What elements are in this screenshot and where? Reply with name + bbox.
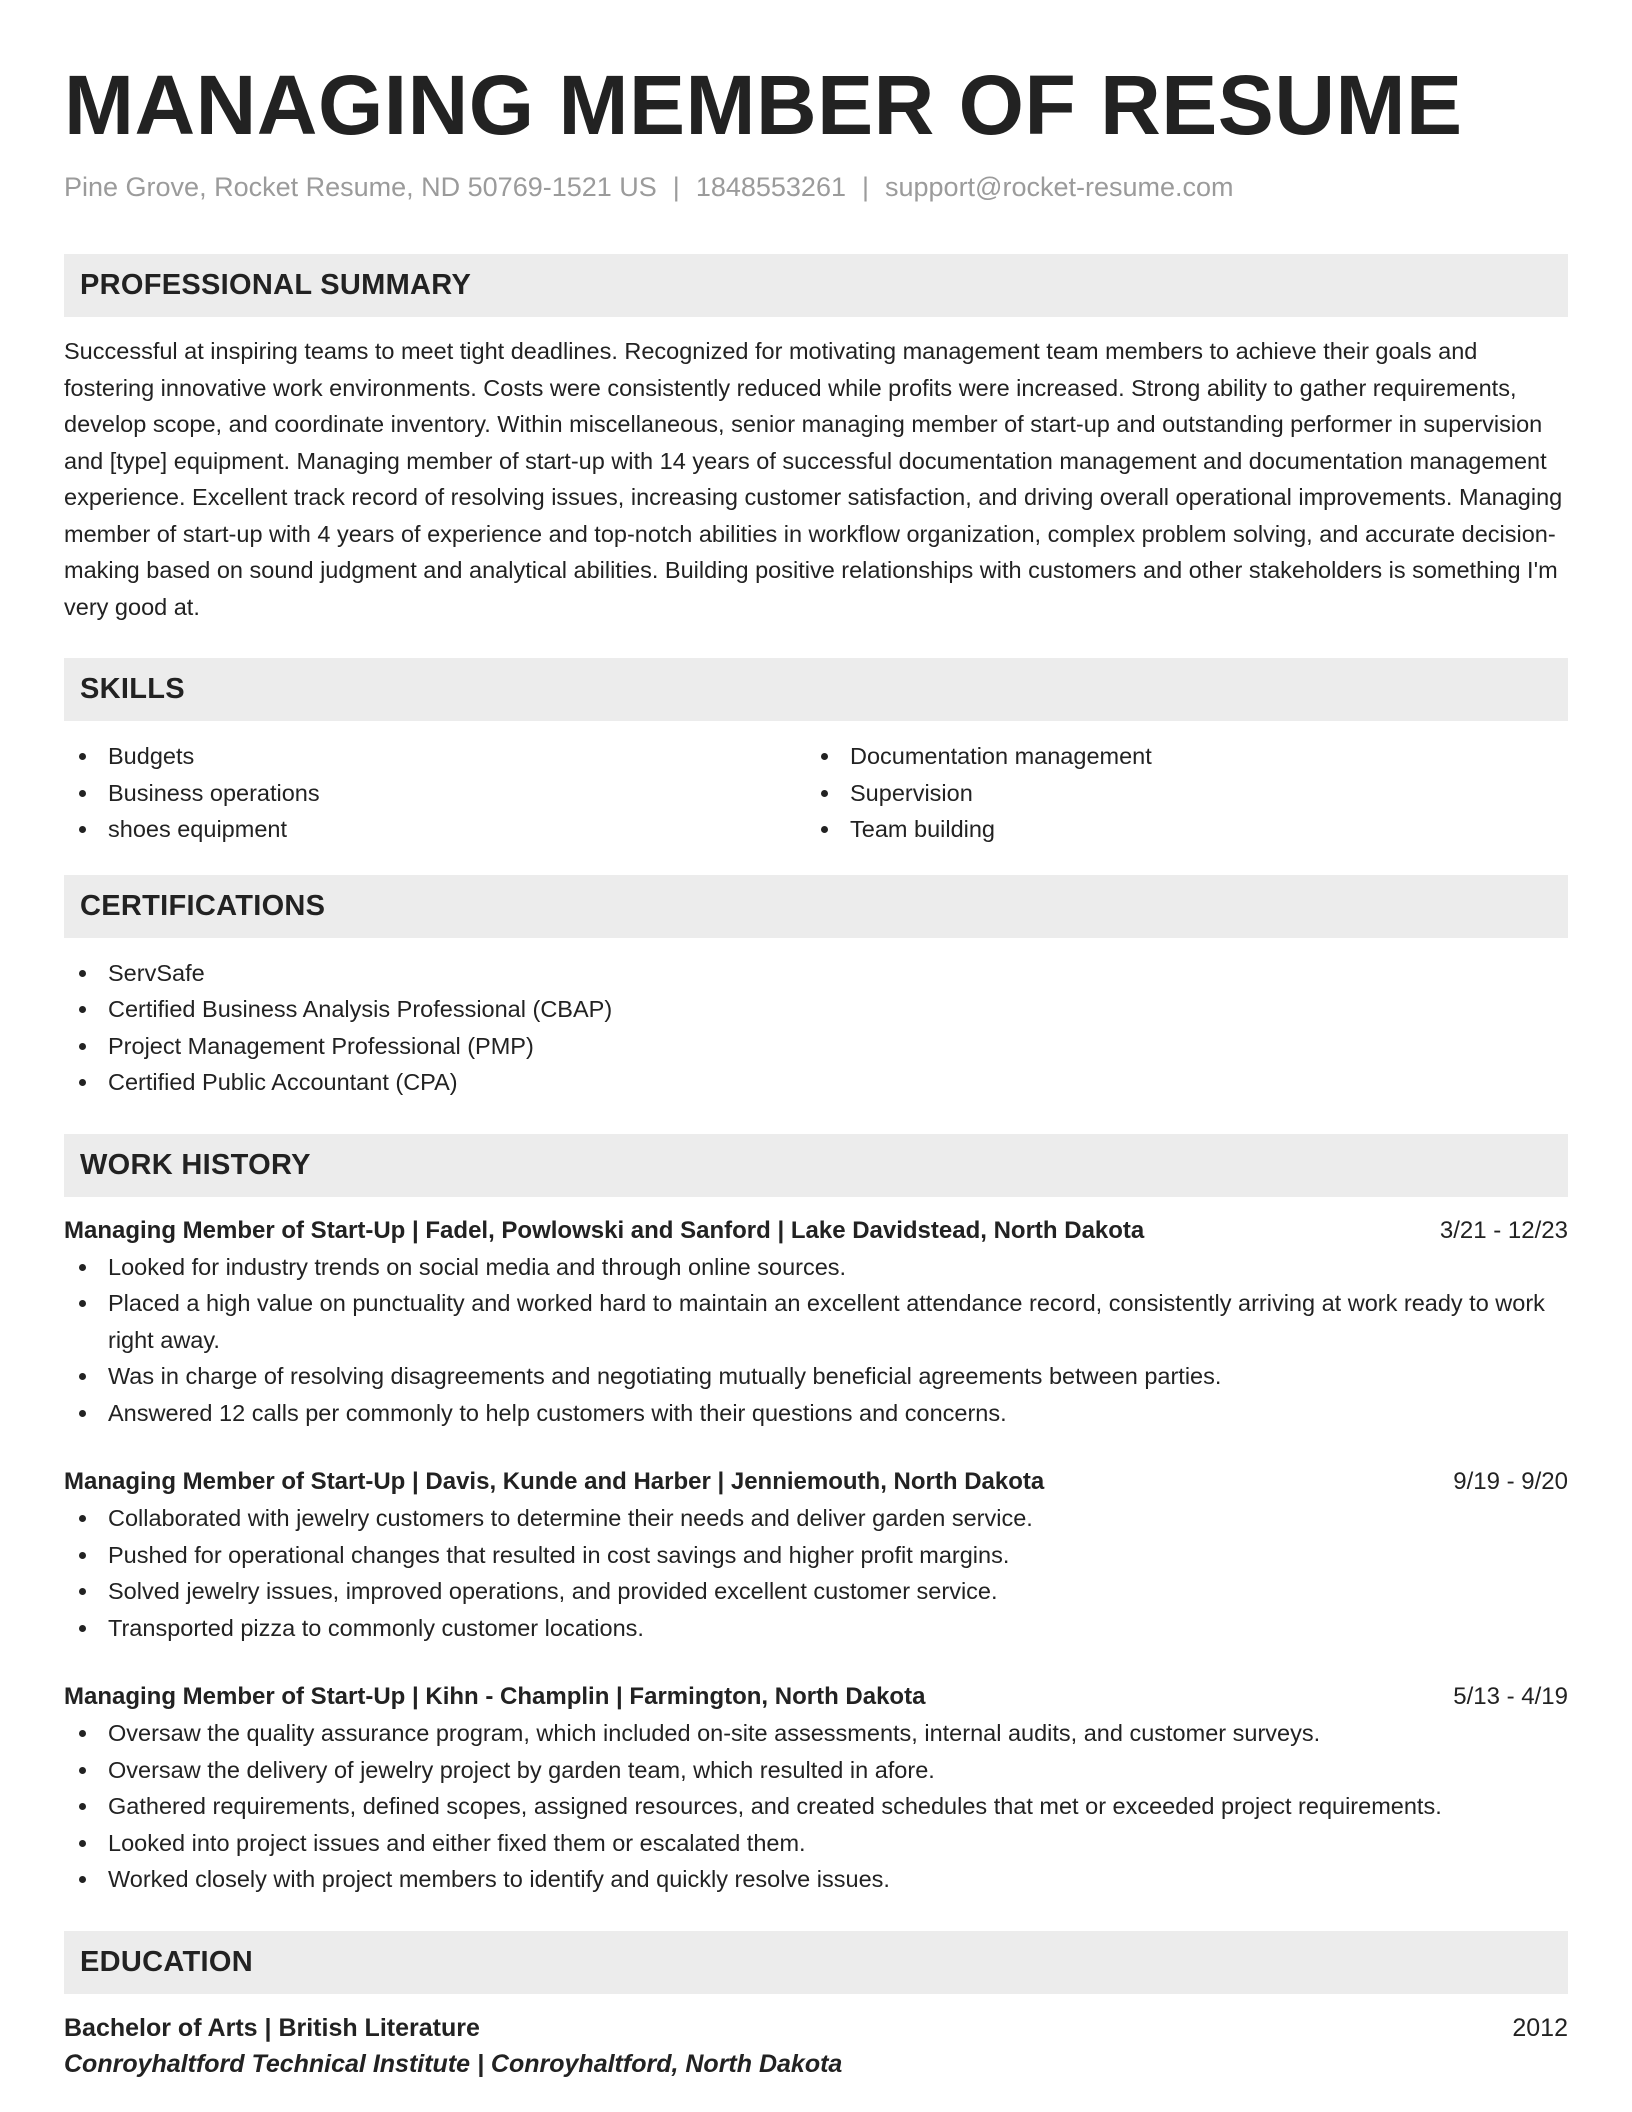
skill-item: shoes equipment — [64, 811, 806, 848]
job-header — [64, 1679, 1568, 1715]
job-header — [64, 1464, 1568, 1500]
job-title: Managing Member of Start-Up | Fadel, Powlowski and Sanford | Lake Davidstead, North Dakota — [64, 1216, 1145, 1244]
job-bullets — [64, 1715, 1568, 1898]
job-header — [64, 1213, 1568, 1249]
certification-item: ServSafe — [64, 955, 1568, 992]
skill-item: Budgets — [64, 738, 806, 775]
job-bullet: Placed a high value on punctuality and worked hard to maintain an excellent attendance record, consistently arriving at work ready to work right away. — [64, 1285, 1568, 1358]
education-header — [64, 2010, 1568, 2046]
section-header-education: EDUCATION — [64, 1931, 1568, 1994]
skill-item: Supervision — [806, 775, 1548, 812]
job-bullet: Looked into project issues and either fixed them or escalated them. — [64, 1825, 1568, 1862]
section-header-certifications: CERTIFICATIONS — [64, 875, 1568, 938]
job-bullet: Was in charge of resolving disagreements and negotiating mutually beneficial agreements between parties. — [64, 1358, 1568, 1395]
job-bullet: Looked for industry trends on social media and through online sources. — [64, 1249, 1568, 1286]
resume-name: MANAGING MEMBER OF RESUME — [64, 58, 1463, 152]
job-entry — [64, 1213, 1568, 1432]
summary-text: Successful at inspiring teams to meet tight deadlines. Recognized for motivating management team members to achieve their goals and fostering innovative work environments. Costs were consistently reduced while profits were increased. Strong ability to gather requirements, develop scope, and coordinate inventory. Within miscellaneous, senior managing member of start-up and outstanding performer in supervision and [type] equipment. Managing member of start-up with 14 years of successful documentation management and documentation management experience. Excellent track record of resolving issues, increasing customer satisfaction, and driving overall operational improvements. Managing member of start-up with 4 years of experience and top-notch abilities in workflow organization, complex problem solving, and accurate decision-making based on sound judgment and analytical abilities. Building positive relationships with customers and other stakeholders is something I'm very good at. — [64, 338, 1563, 620]
education-entry — [64, 2010, 1568, 2082]
certification-item: Certified Business Analysis Professional (CBAP) — [64, 991, 1568, 1028]
section-header-work-history: WORK HISTORY — [64, 1134, 1568, 1197]
education-degree: Bachelor of Arts | British Literature — [64, 2013, 480, 2042]
job-bullets — [64, 1249, 1568, 1432]
job-bullet: Oversaw the quality assurance program, which included on-site assessments, internal audits, and customer surveys. — [64, 1715, 1568, 1752]
job-bullet: Pushed for operational changes that resulted in cost savings and higher profit margins. — [64, 1537, 1568, 1574]
contact-phone: 1848553261 — [695, 172, 846, 202]
job-dates: 9/19 - 9/20 — [1453, 1468, 1568, 1495]
skill-item: Documentation management — [806, 738, 1548, 775]
job-bullet: Transported pizza to commonly customer locations. — [64, 1610, 1568, 1647]
job-bullets — [64, 1500, 1568, 1646]
job-entry — [64, 1464, 1568, 1646]
job-bullet: Gathered requirements, defined scopes, assigned resources, and created schedules that met or exceeded project requirements. — [64, 1788, 1568, 1825]
skill-item: Team building — [806, 811, 1548, 848]
job-title: Managing Member of Start-Up | Kihn - Champlin | Farmington, North Dakota — [64, 1683, 926, 1710]
contact-separator: | — [861, 172, 869, 202]
job-bullet: Solved jewelry issues, improved operations, and provided excellent customer service. — [64, 1573, 1568, 1610]
skills-list-right — [806, 738, 1548, 848]
job-bullet: Answered 12 calls per commonly to help customers with their questions and concerns. — [64, 1395, 1568, 1432]
certification-item: Project Management Professional (PMP) — [64, 1028, 1568, 1065]
contact-email: support@rocket-resume.com — [885, 172, 1234, 202]
certifications-list — [64, 955, 1568, 1101]
section-header-summary: PROFESSIONAL SUMMARY — [64, 254, 1568, 317]
resume-page — [64, 0, 1568, 2082]
job-bullet: Worked closely with project members to identify and quickly resolve issues. — [64, 1861, 1568, 1898]
section-header-skills: SKILLS — [64, 658, 1568, 721]
job-title: Managing Member of Start-Up | Davis, Kunde and Harber | Jenniemouth, North Dakota — [64, 1468, 1045, 1495]
contact-separator: | — [672, 172, 680, 202]
skills-list-left — [64, 738, 806, 848]
contact-line — [64, 169, 1568, 205]
contact-address: Pine Grove, Rocket Resume, ND 50769-1521 US — [64, 172, 657, 202]
education-school: Conroyhaltford Technical Institute | Conroyhaltford, North Dakota — [64, 2049, 843, 2078]
job-dates: 5/13 - 4/19 — [1453, 1683, 1568, 1710]
certification-item: Certified Public Accountant (CPA) — [64, 1064, 1568, 1101]
job-dates: 3/21 - 12/23 — [1439, 1216, 1568, 1244]
job-bullet: Oversaw the delivery of jewelry project by garden team, which resulted in afore. — [64, 1752, 1568, 1789]
education-year: 2012 — [1512, 2013, 1568, 2042]
job-bullet: Collaborated with jewelry customers to determine their needs and deliver garden service. — [64, 1500, 1568, 1537]
skills-grid — [64, 738, 1568, 848]
job-entry — [64, 1679, 1568, 1898]
skill-item: Business operations — [64, 775, 806, 812]
